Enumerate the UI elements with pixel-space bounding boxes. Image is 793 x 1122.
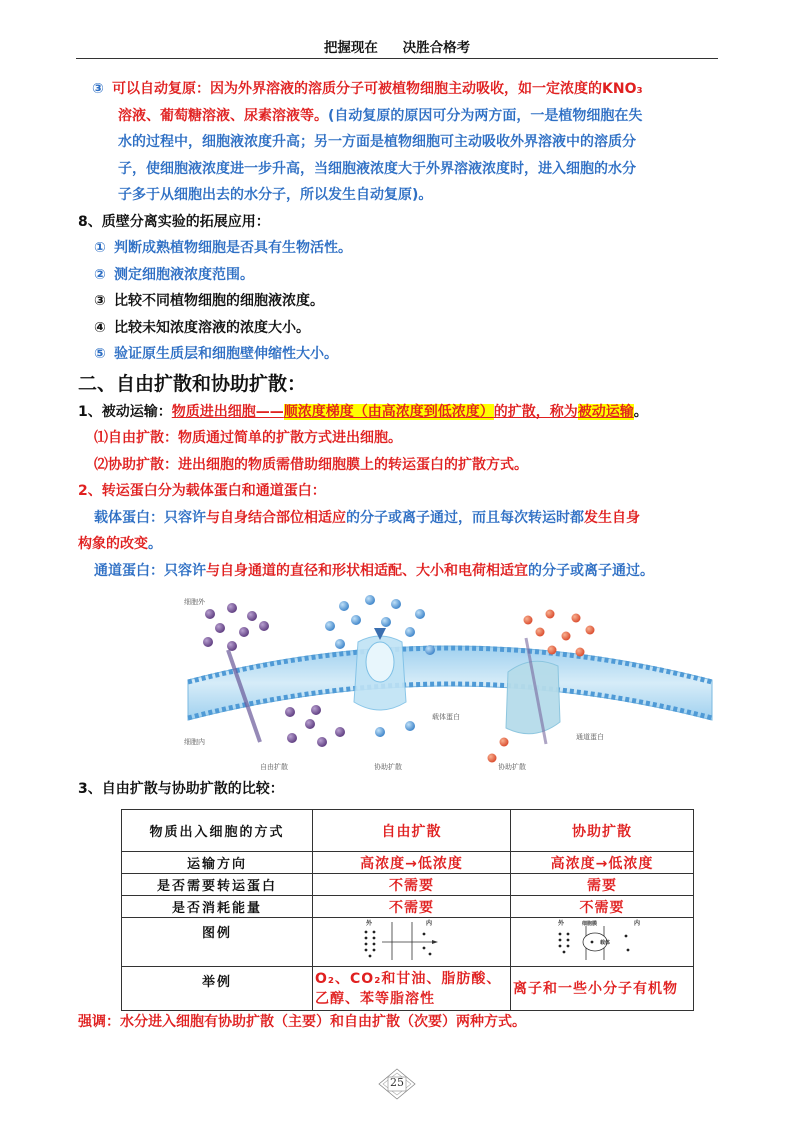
molecule-dot	[215, 623, 225, 633]
table-cell-assisted: 离子和一些小分子有机物	[511, 967, 694, 1011]
comparison-table	[121, 809, 694, 1011]
item-number: ③	[92, 81, 104, 97]
table-cell-label: 图例	[122, 918, 313, 967]
molecule-dot	[203, 637, 213, 647]
table-cell-label: 是否需要转运蛋白	[122, 874, 313, 896]
molecule-dot	[572, 614, 581, 623]
membrane-transport-figure	[180, 592, 720, 772]
emphasis-note: 强调：水分进入细胞有协助扩散（主要）和自由扩散（次要）两种方式。	[78, 1014, 526, 1030]
caption-assisted-2: 协助扩散	[498, 763, 526, 771]
page-number-badge	[378, 1068, 416, 1100]
auto-recovery-line4: 子，使细胞液浓度进一步升高，当细胞液浓度大于外界溶液浓度时，进入细胞的水分	[118, 160, 636, 177]
outside-label: 细胞外	[184, 598, 205, 606]
molecule-dot	[391, 599, 401, 609]
page-header	[76, 36, 718, 59]
page-number: 25	[390, 1076, 404, 1089]
section8-item-2: ② 测定细胞液浓度范围。	[94, 266, 254, 283]
auto-recovery-line2b: (自动复原的原因可分为两方面，一是植物细胞在失	[328, 107, 643, 124]
table-row	[122, 852, 694, 874]
molecule-dot	[247, 611, 257, 621]
table-cell-free: 不需要	[313, 874, 511, 896]
table-cell-free: 高浓度→低浓度	[313, 852, 511, 874]
carrier-protein-line2: 构象的改变。	[78, 536, 162, 552]
molecule-dot	[405, 627, 415, 637]
molecule-dot	[205, 609, 215, 619]
molecule-dot	[365, 595, 375, 605]
table-cell-label: 运输方向	[122, 852, 313, 874]
table-cell-label: 是否消耗能量	[122, 896, 313, 918]
section8-title: 8、质壁分离实验的拓展应用：	[78, 213, 270, 230]
table-cell-free: 不需要	[313, 896, 511, 918]
auto-recovery-line2a: 溶液、葡萄糖溶液、尿素溶液等。	[118, 107, 328, 124]
table-cell-assisted: 不需要	[511, 896, 694, 918]
caption-assisted-1: 协助扩散	[374, 763, 402, 771]
molecule-dot	[227, 641, 237, 651]
molecule-dot	[488, 754, 497, 763]
section8-item-4: ④ 比较未知浓度溶液的浓度大小。	[94, 319, 310, 336]
molecule-dot	[239, 627, 249, 637]
molecule-dot	[259, 621, 269, 631]
molecule-dot	[325, 621, 335, 631]
molecule-dot	[536, 628, 545, 637]
molecule-dot	[339, 601, 349, 611]
table-cell-label: 举例	[122, 967, 313, 1011]
section8-item-1: ① 判断成熟植物细胞是否具有生物活性。	[94, 240, 352, 256]
molecule-dot	[335, 639, 345, 649]
molecule-dot	[285, 707, 295, 717]
table-row	[122, 896, 694, 918]
auto-recovery-line3: 水的过程中，细胞液浓度升高；另一方面是植物细胞可主动吸收外界溶液中的溶质分	[118, 134, 636, 150]
molecule-dot	[287, 733, 297, 743]
transport-protein-title: 2、转运蛋白分为载体蛋白和通道蛋白：	[78, 483, 326, 499]
channel-label: 通道蛋白	[576, 733, 604, 741]
inside-label: 细胞内	[184, 738, 205, 746]
molecule-dot	[415, 609, 425, 619]
svg-text:内: 内	[425, 920, 432, 927]
molecule-dot	[351, 615, 361, 625]
comparison-title: 3、自由扩散与协助扩散的比较：	[78, 781, 284, 797]
molecule-dot	[562, 632, 571, 641]
table-row	[122, 918, 694, 967]
molecule-dot	[546, 610, 555, 619]
section8-item-5: ⑤ 验证原生质层和细胞壁伸缩性大小。	[94, 346, 338, 362]
auto-recovery-line5: 子多于从细胞出去的水分子，所以发生自动复原)。	[118, 187, 433, 203]
molecule-dot	[524, 616, 533, 625]
table-row	[122, 874, 694, 896]
section-heading: 二、自由扩散和协助扩散：	[78, 372, 307, 395]
molecule-dot	[305, 719, 315, 729]
molecule-dot	[317, 737, 327, 747]
table-cell-assisted: 需要	[511, 874, 694, 896]
molecule-dot	[381, 617, 391, 627]
content	[78, 76, 723, 772]
svg-text:外: 外	[365, 920, 372, 927]
table-cell-label: 物质出入细胞的方式	[122, 810, 313, 852]
auto-recovery-line1: 可以自动复原：因为外界溶液的溶质分子可被植物细胞主动吸收，如一定浓度的KNO₃	[112, 81, 643, 97]
molecule-dot	[425, 645, 435, 655]
molecule-dot	[405, 721, 415, 731]
molecule-dot	[375, 727, 385, 737]
molecule-dot	[586, 626, 595, 635]
molecule-dot	[335, 727, 345, 737]
carrier-protein-line1: 载体蛋白：只容许与自身结合部位相适应的分子或离子通过，而且每次转运时都发生自身	[94, 509, 640, 526]
svg-text:外: 外	[558, 920, 565, 927]
free-diffusion-diagram	[313, 918, 511, 967]
passive-transport-definition: 1、被动运输：物质进出细胞——顺浓度梯度（由高浓度到低浓度）的扩散，称为被动运输。	[78, 403, 648, 420]
auto-recovery-paragraph	[78, 76, 723, 209]
svg-text:内: 内	[634, 920, 641, 927]
table-row	[122, 967, 694, 1011]
caption-free: 自由扩散	[260, 763, 288, 771]
assisted-diffusion-definition: ⑵协助扩散：进出细胞的物质需借助细胞膜上的转运蛋白的扩散方式。	[94, 456, 528, 473]
channel-protein-line: 通道蛋白：只容许与自身通道的直径和形状相适配、大小和电荷相适宜的分子或离子通过。	[94, 562, 654, 579]
molecule-dot	[311, 705, 321, 715]
table-row	[122, 810, 694, 852]
section8-item-3: ③ 比较不同植物细胞的细胞液浓度。	[94, 293, 324, 309]
table-cell-assisted: 高浓度→低浓度	[511, 852, 694, 874]
svg-text:细胞膜: 细胞膜	[582, 921, 598, 927]
header-right: 决胜合格考	[402, 40, 471, 56]
svg-text:载体: 载体	[600, 940, 611, 946]
assisted-diffusion-diagram	[511, 918, 694, 967]
molecule-dot	[227, 603, 237, 613]
table-cell-free: O₂、CO₂和甘油、脂肪酸、乙醇、苯等脂溶性	[313, 967, 511, 1011]
table-cell-assisted: 协助扩散	[511, 810, 694, 852]
molecule-dot	[576, 648, 585, 657]
molecule-dot	[548, 646, 557, 655]
carrier-label: 载体蛋白	[432, 713, 460, 721]
free-diffusion-definition: ⑴自由扩散：物质通过简单的扩散方式进出细胞。	[94, 430, 402, 446]
header-left: 把握现在	[323, 40, 378, 56]
table-cell-free: 自由扩散	[313, 810, 511, 852]
molecule-dot	[500, 738, 509, 747]
